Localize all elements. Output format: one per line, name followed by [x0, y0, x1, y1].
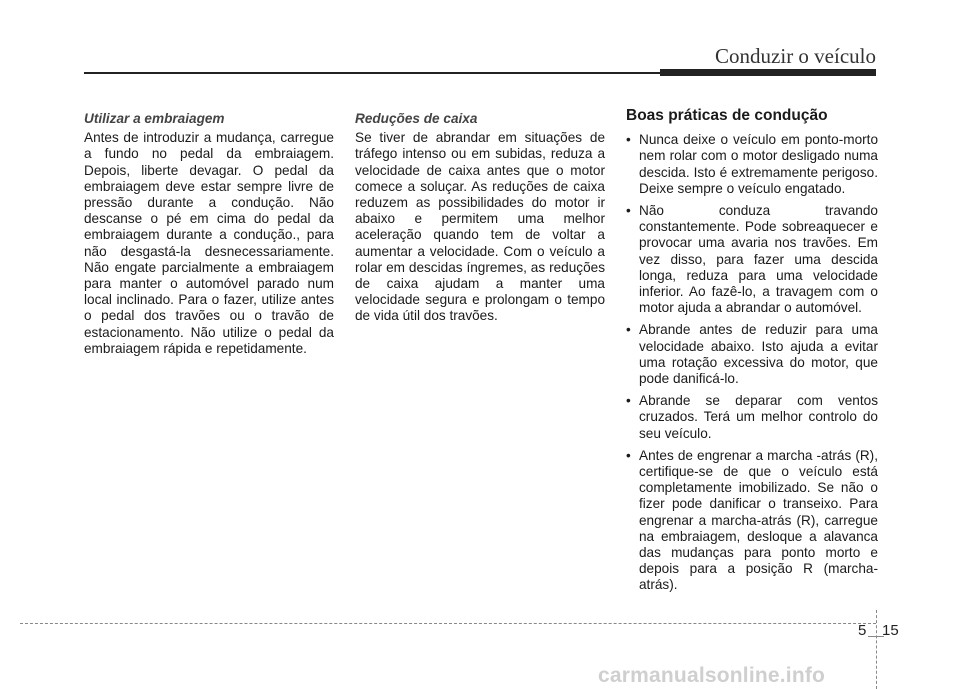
chapter-number: 5	[858, 622, 867, 639]
header-rule-thin	[84, 72, 660, 74]
bullet-icon: •	[626, 132, 631, 148]
practices-list	[626, 132, 878, 593]
column-good-practices	[626, 107, 878, 600]
bullet-icon: •	[626, 393, 631, 409]
list-item-text: Nunca deixe o veículo em ponto-morto nem rolar com o motor desligado numa descida. Isto é extremamente perigoso. Deixe sempre o veículo engatado.	[639, 132, 878, 196]
footer-rule	[20, 623, 876, 624]
page-number-separator	[876, 610, 877, 689]
bullet-icon: •	[626, 447, 631, 463]
paragraph-clutch: Antes de introduzir a mudança, carregue a fundo no pedal da embraiagem. Depois, liberte devagar. O pedal da embraiagem deve estar sempre livre de pressão durante a condução. Não descanse o pé em cima do pedal da embraiagem durante a condução., para não desgastá-la desnecessariamente. Não engate parcialmente a embraiagem para manter o automóvel parado num local inclinado. Para o fazer, utilize antes o pedal dos travões ou o travão de estacionamento. Não utilize o pedal da embraiagem rápida e repetidamente.	[84, 130, 334, 356]
header-rule-thick	[660, 69, 876, 76]
list-item	[626, 322, 878, 387]
watermark-text: carmanualsonline.info	[598, 664, 826, 687]
list-item-text: Não conduza travando constantemente. Pode sobreaquecer e provocar uma avaria nos travões. Em vez disso, para fazer uma descida longa, reduza para uma velocidade inferior. Ao fazê-lo, a travagem com o motor ajuda a abrandar o automóvel.	[639, 203, 878, 316]
page-number: 15	[882, 622, 899, 639]
subtitle-downshift: Reduções de caixa	[355, 111, 478, 126]
list-item	[626, 132, 878, 197]
page-header-title: Conduzir o veículo	[715, 44, 876, 68]
column-clutch	[84, 111, 334, 357]
bullet-icon: •	[626, 322, 631, 338]
list-item	[626, 203, 878, 316]
list-item-text: Abrande antes de reduzir para uma velocidade abaixo. Isto ajuda a evitar uma rotação excessiva do motor, que pode danificá-lo.	[639, 322, 878, 387]
list-item	[626, 393, 878, 442]
paragraph-downshift: Se tiver de abrandar em situações de tráfego intenso ou em subidas, reduza a velocidade de caixa antes que o motor comece a soluçar. As reduções de caixa reduzem as possibilidades do motor ir abaixo e permitem uma melhor aceleração quando tem de voltar a aumentar a velocidade. Com o veículo a rolar em descidas íngremes, as reduções de caixa ajudam a manter uma velocidade segura e prolongam o tempo de vida útil dos travões.	[355, 130, 605, 324]
list-item	[626, 448, 878, 594]
list-item-text: Abrande se deparar com ventos cruzados. Terá um melhor controlo do seu veículo.	[639, 393, 878, 441]
heading-good-practices: Boas práticas de condução	[626, 107, 828, 124]
column-downshift	[355, 111, 605, 325]
list-item-text: Antes de engrenar a marcha -atrás (R), certifique-se de que o veículo está completamente imobilizado. Se não o fizer pode danificar o transeixo. Para engrenar a marcha-atrás (R), carregue na embraiagem, desloque a alavanca das mudanças para ponto morto e depois para a posição R (marcha-atrás).	[639, 447, 878, 593]
bullet-icon: •	[626, 203, 631, 219]
subtitle-clutch: Utilizar a embraiagem	[84, 111, 225, 126]
